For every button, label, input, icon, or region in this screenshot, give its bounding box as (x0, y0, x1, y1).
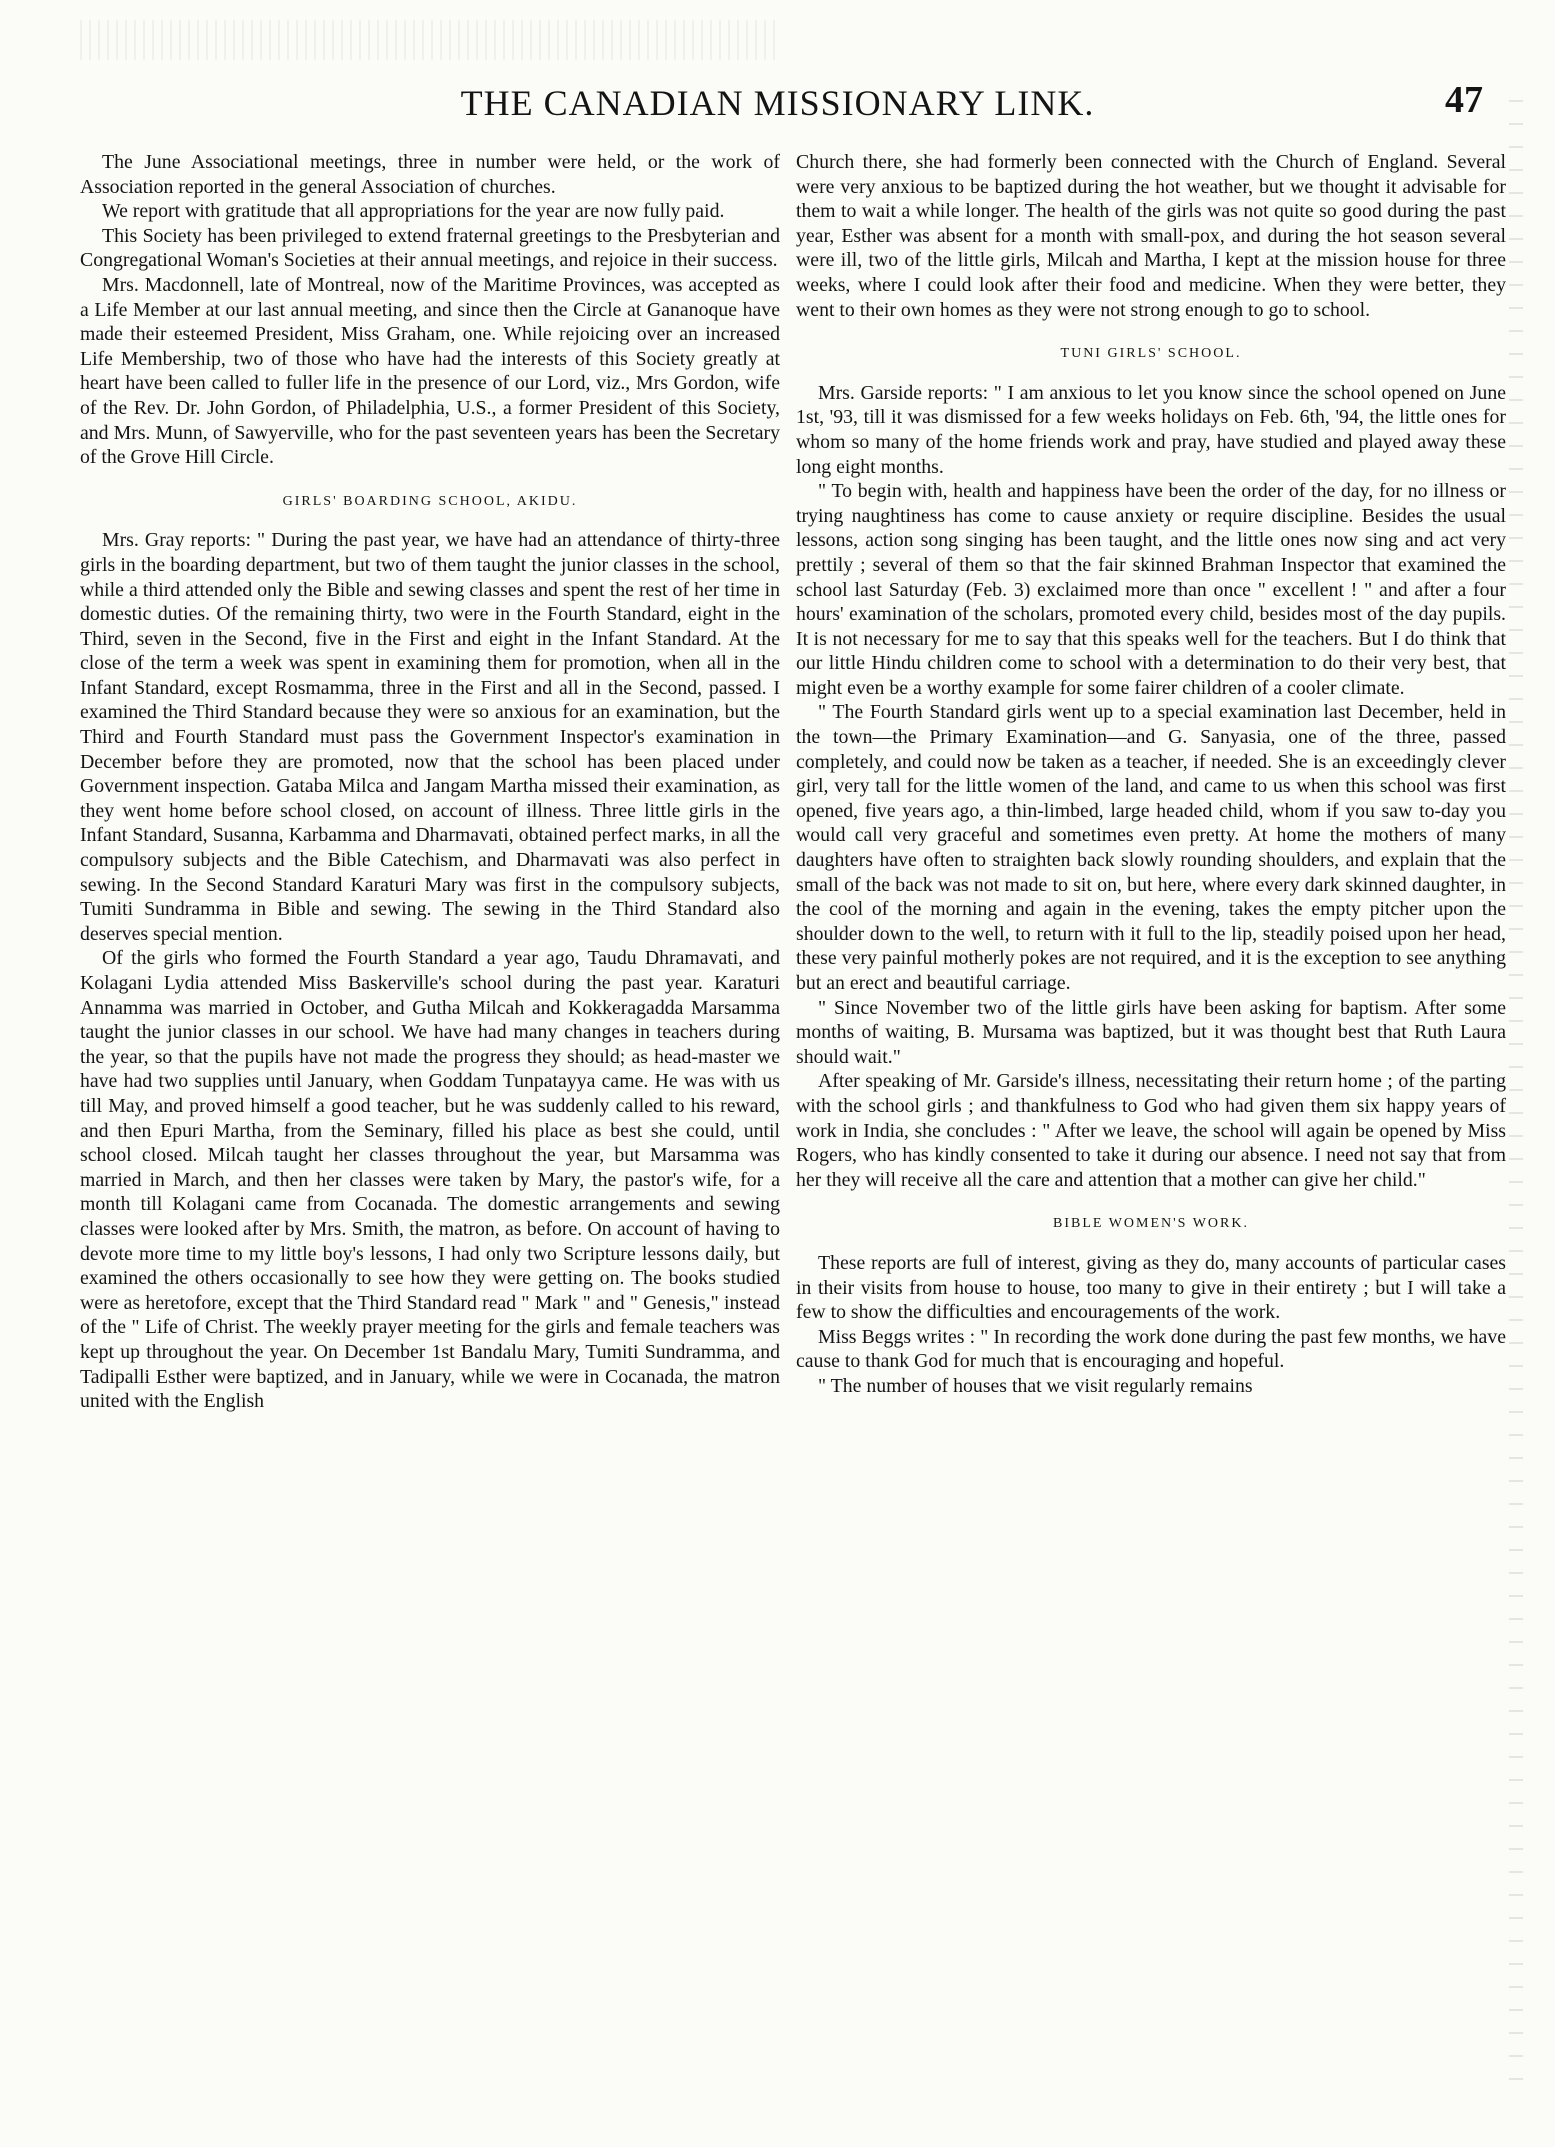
paragraph: Mrs. Gray reports: " During the past year, we have had an attendance of thirty-three girls in the boarding department, but two of them taught the junior classes in the school, while a third attended only the Bible and sewing classes and spent the rest of her time in domestic duties. Of the remaining thirty, two were in the Fourth Standard, eight in the Third, seven in the Second, five in the First and eight in the Infant Standard. At the close of the term a week was spent in examining them for promotion, when all in the Infant Standard, except Rosmamma, three in the First and all in the Second, passed. I examined the Third Standard because they were so anxious for an examination, but the Third and Fourth Standard must pass the Government Inspector's examination in December before they are promoted, now that the school has been placed under Government inspection. Gataba Milca and Jangam Martha missed their examination, as they went home before school closed, on account of illness. Three little girls in the Infant Standard, Susanna, Karbamma and Dharmavati, obtained perfect marks, in all the compulsory subjects and the Bible Catechism, and Dharmavati was also perfect in sewing. In the Second Standard Karaturi Mary was first in the compulsory subjects, Tumiti Sundramma in Bible and sewing. The sewing in the Third Standard also deserves special mention. (80, 529, 780, 945)
section-heading-tuni: TUNI GIRLS' SCHOOL. (1060, 346, 1242, 362)
paragraph: " To begin with, health and happiness have been the order of the day, for no illness or trying naughtiness has come to cause anxiety or require discipline. Besides the usual lessons, action song singing has been taught, and the little ones now sing and act very prettily ; several of them so that the fair skinned Brahman Inspector that examined the school last Saturday (Feb. 3) exclaimed more than once " excellent ! " and after a four hours' examination of the scholars, promoted every child, besides most of the day pupils. It is not necessary for me to say that this speaks well for the teachers. But I do think that our little Hindu children come to school with a determination to do their very best, that might even be a worthy example for some fairer children of a cooler climate. (796, 480, 1506, 699)
paragraph: Mrs. Macdonnell, late of Montreal, now of the Maritime Provinces, was accepted as a Life Member at our last annual meeting, and since then the Circle at Gananoque have made their esteemed President, Miss Graham, one. While rejoicing over an increased Life Membership, two of those who have had the interests of this Society greatly at heart have been called to fuller life in the presence of our Lord, viz., Mrs Gordon, wife of the Rev. Dr. John Gordon, of Philadelphia, U.S., a former President of this Society, and Mrs. Munn, of Sawyerville, who for the past seventeen years has been the Secretary of the Grove Hill Circle. (80, 273, 780, 469)
scan-artifact (80, 20, 780, 60)
page-header (0, 78, 1555, 138)
paragraph: " The Fourth Standard girls went up to a special examination last December, held in the town—the Primary Examination—and G. Sanyasia, one of the three, passed completely, and could now be taken as a teacher, if needed. She is an exceedingly clever girl, very tall for the little women of the land, and came to us when this school was first opened, five years ago, a thin-limbed, large headed child, whom if you saw to-day you would call very graceful and sometimes even pretty. At home the mothers of many daughters have often to straighten back slowly rounding shoulders, and explain that the small of the back was not made to sit on, but here, where every dark skinned daughter, in the cool of the morning and again in the evening, takes the empty pitcher upon the shoulder down to the well, to return with it full to the lip, steadily poised upon her head, these very painful motherly pokes are not required, and it is the exception to see anything but an erect and beautiful carriage. (796, 701, 1506, 994)
paragraph: These reports are full of interest, giving as they do, many accounts of particular cases in their visits from house to house, too many to give in their entirety ; but I will take a few to show the difficulties and encouragements of the work. (796, 1251, 1506, 1324)
scan-edge-artifact (1509, 100, 1523, 2100)
paragraph: We report with gratitude that all appropriations for the year are now fully paid. (102, 200, 725, 223)
paragraph: After speaking of Mr. Garside's illness, necessitating their return home ; of the parting with the school girls ; and thankfulness to God who had given them six happy years of work in India, she concludes : " After we leave, the school will again be opened by Miss Rogers, who has kindly consented to take it during our absence. I need not say that from her they will receive all the care and attention that a mother can give her child." (796, 1070, 1506, 1191)
left-column (80, 150, 780, 1414)
section-heading-bible-women: BIBLE WOMEN'S WORK. (1053, 1216, 1249, 1232)
paragraph: Miss Beggs writes : " In recording the work done during the past few months, we have cause to thank God for much that is encouraging and hopeful. (796, 1325, 1506, 1373)
paragraph: Of the girls who formed the Fourth Standard a year ago, Taudu Dhramavati, and Kolagani Lydia attended Miss Baskerville's school during the past year. Karaturi Annamma was married in October, and Gutha Milcah and Kokkeragadda Marsamma taught the junior classes in our school. We have had many changes in teachers during the year, so that the pupils have not made the progress they should; as head-master we have had two supplies until January, when Goddam Tunpatayya came. He was with us till May, and proved himself a good teacher, but he was suddenly called to his reward, and then Epuri Martha, from the Seminary, filled his place as best she could, until school closed. Milcah taught her classes throughout the year, but Marsamma was married in March, and then her classes were taken by Mary, the pastor's wife, for a month till Kolagani came from Cocanada. The domestic arrangements and sewing classes were looked after by Mrs. Smith, the matron, as before. On account of having to devote more time to my little boy's lessons, I had only two Scripture lessons daily, but examined the others occasionally to see how they were getting on. The books studied were as heretofore, except that the Third Standard read " Mark " and " Genesis," instead of the " Life of Christ. The weekly prayer meeting for the girls and female teachers was kept up throughout the year. On December 1st Bandalu Mary, Tumiti Sundramma, and Tadipalli Esther were baptized, and in January, while we were in Cocanada, the matron united with the English (80, 947, 780, 1413)
paragraph: The June Associational meetings, three in number were held, or the work of Association reported in the general Association of churches. (80, 151, 780, 198)
paragraph: " Since November two of the little girls have been asking for baptism. After some months of waiting, B. Mursama was baptized, but it was thought best that Ruth Laura should wait." (796, 996, 1506, 1068)
running-title: THE CANADIAN MISSIONARY LINK. (460, 83, 1095, 123)
page-number: 47 (1445, 79, 1483, 121)
paragraph: This Society has been privileged to extend fraternal greetings to the Presbyterian and Congregational Woman's Societies at their annual meetings, and rejoice in their success. (80, 224, 780, 272)
section-heading-akidu: GIRLS' BOARDING SCHOOL, AKIDU. (282, 493, 578, 509)
paragraph: " The number of houses that we visit regularly remains (818, 1374, 1253, 1397)
paragraph: Mrs. Garside reports: " I am anxious to let you know since the school opened on June 1st, '93, till it was dismissed for a few weeks holidays on Feb. 6th, '94, the little ones for whom so many of the home friends work and pray, have studied and played away these long eight months. (796, 381, 1506, 478)
right-column (796, 150, 1506, 1399)
paragraph-continuation: Church there, she had formerly been connected with the Church of England. Several were very anxious to be baptized during the hot weather, but we thought it advisable for them to wait a while longer. The health of the girls was not quite so good during the past year, Esther was absent for a month with small-pox, and during the hot season several were ill, two of the little girls, Milcah and Martha, I kept at the mission house for three weeks, where I could look after their food and medicine. When they were better, they went to their own homes as they were not strong enough to go to school. (796, 151, 1506, 321)
